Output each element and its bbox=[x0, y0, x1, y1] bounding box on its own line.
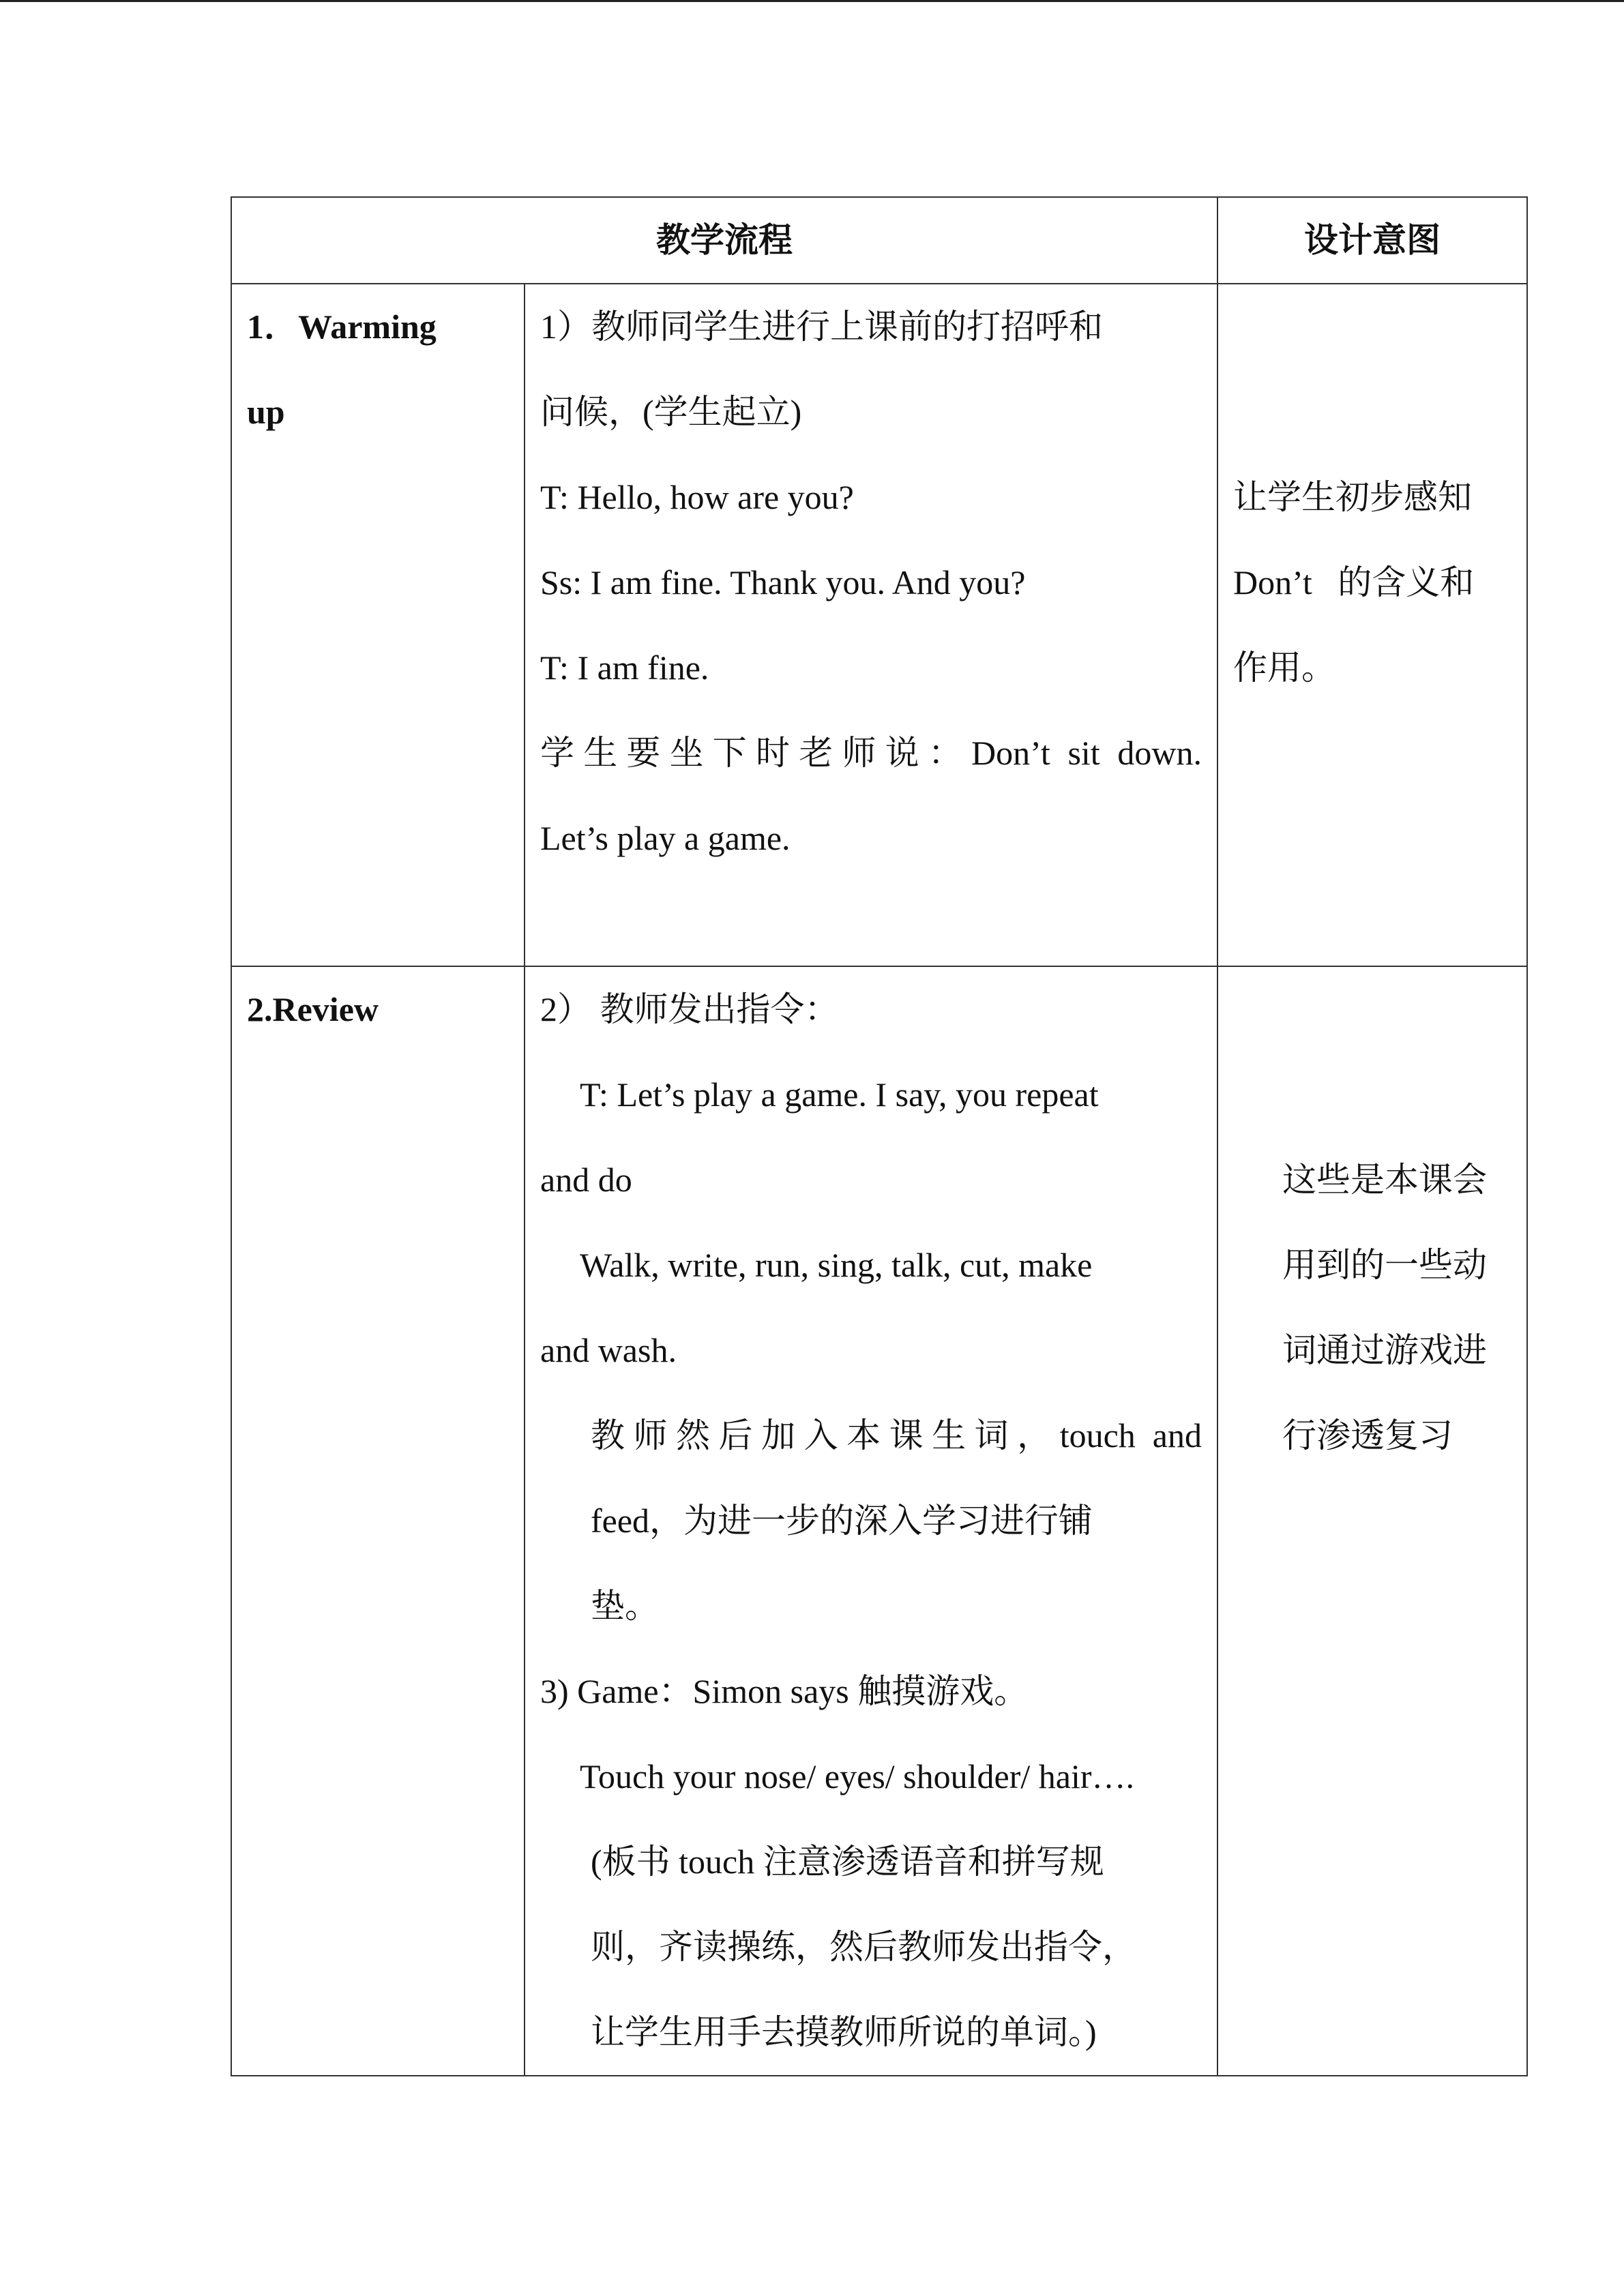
intent-line: Don’t 的含义和 bbox=[1233, 563, 1475, 601]
content-line: 学生要坐下时老师说：Don’t sit down. bbox=[540, 734, 1202, 772]
page-top-rule bbox=[0, 0, 1624, 2]
content-line: and wash. bbox=[540, 1331, 677, 1369]
content-line: 则，齐读操练，然后教师发出指令， bbox=[591, 1928, 1136, 1966]
content-line: T: Let’s play a game. I say, you repeat bbox=[580, 1075, 1099, 1114]
intent-cell-warming-up bbox=[1217, 284, 1527, 966]
content-line: 教师然后加入本课生词，touch and bbox=[591, 1416, 1202, 1455]
intent-line: 用到的一些动 bbox=[1282, 1246, 1487, 1284]
content-line: 让学生用手去摸教师所说的单词。) bbox=[591, 2013, 1097, 2051]
content-line: feed，为进一步的深入学习进行铺 bbox=[591, 1502, 1093, 1540]
content-line: Walk, write, run, sing, talk, cut, make bbox=[580, 1246, 1093, 1284]
content-line: Touch your nose/ eyes/ shoulder/ hair…. bbox=[580, 1757, 1134, 1795]
content-line: Let’s play a game. bbox=[540, 819, 791, 857]
content-cell-warming-up bbox=[525, 284, 1217, 966]
stage-cell-warming-up bbox=[231, 284, 525, 966]
content-line: 垫。 bbox=[591, 1587, 659, 1625]
stage-label: up bbox=[247, 393, 285, 431]
content-cell-review bbox=[525, 966, 1217, 2076]
header-teaching-process: 教学流程 bbox=[231, 197, 1217, 284]
intent-line: 让学生初步感知 bbox=[1233, 478, 1472, 516]
lesson-plan-table bbox=[231, 196, 1528, 2076]
content-line: and do bbox=[540, 1161, 632, 1199]
content-line: (板书 touch 注意渗透语音和拼写规 bbox=[591, 1843, 1104, 1881]
content-line: T: I am fine. bbox=[540, 648, 709, 687]
stage-label: 2.Review bbox=[247, 990, 379, 1028]
content-line: T: Hello, how are you? bbox=[540, 478, 854, 516]
stage-cell-review bbox=[231, 966, 525, 2076]
content-line: Ss: I am fine. Thank you. And you? bbox=[540, 563, 1026, 601]
intent-line: 这些是本课会 bbox=[1282, 1161, 1487, 1199]
content-line: 问候，(学生起立) bbox=[540, 393, 802, 431]
intent-cell-review bbox=[1217, 966, 1527, 2076]
stage-label: 1．Warming bbox=[247, 308, 437, 346]
intent-line: 词通过游戏进 bbox=[1282, 1331, 1487, 1369]
intent-line: 作用。 bbox=[1233, 648, 1335, 687]
table-row bbox=[231, 284, 1527, 966]
content-line: 1）教师同学生进行上课前的打招呼和 bbox=[540, 308, 1103, 346]
intent-line: 行渗透复习 bbox=[1282, 1416, 1453, 1455]
table-header-row bbox=[231, 197, 1527, 284]
header-design-intent: 设计意图 bbox=[1217, 197, 1527, 284]
table-row bbox=[231, 966, 1527, 2076]
content-line: 2） 教师发出指令： bbox=[540, 990, 839, 1028]
content-line: 3) Game：Simon says 触摸游戏。 bbox=[540, 1672, 1029, 1710]
